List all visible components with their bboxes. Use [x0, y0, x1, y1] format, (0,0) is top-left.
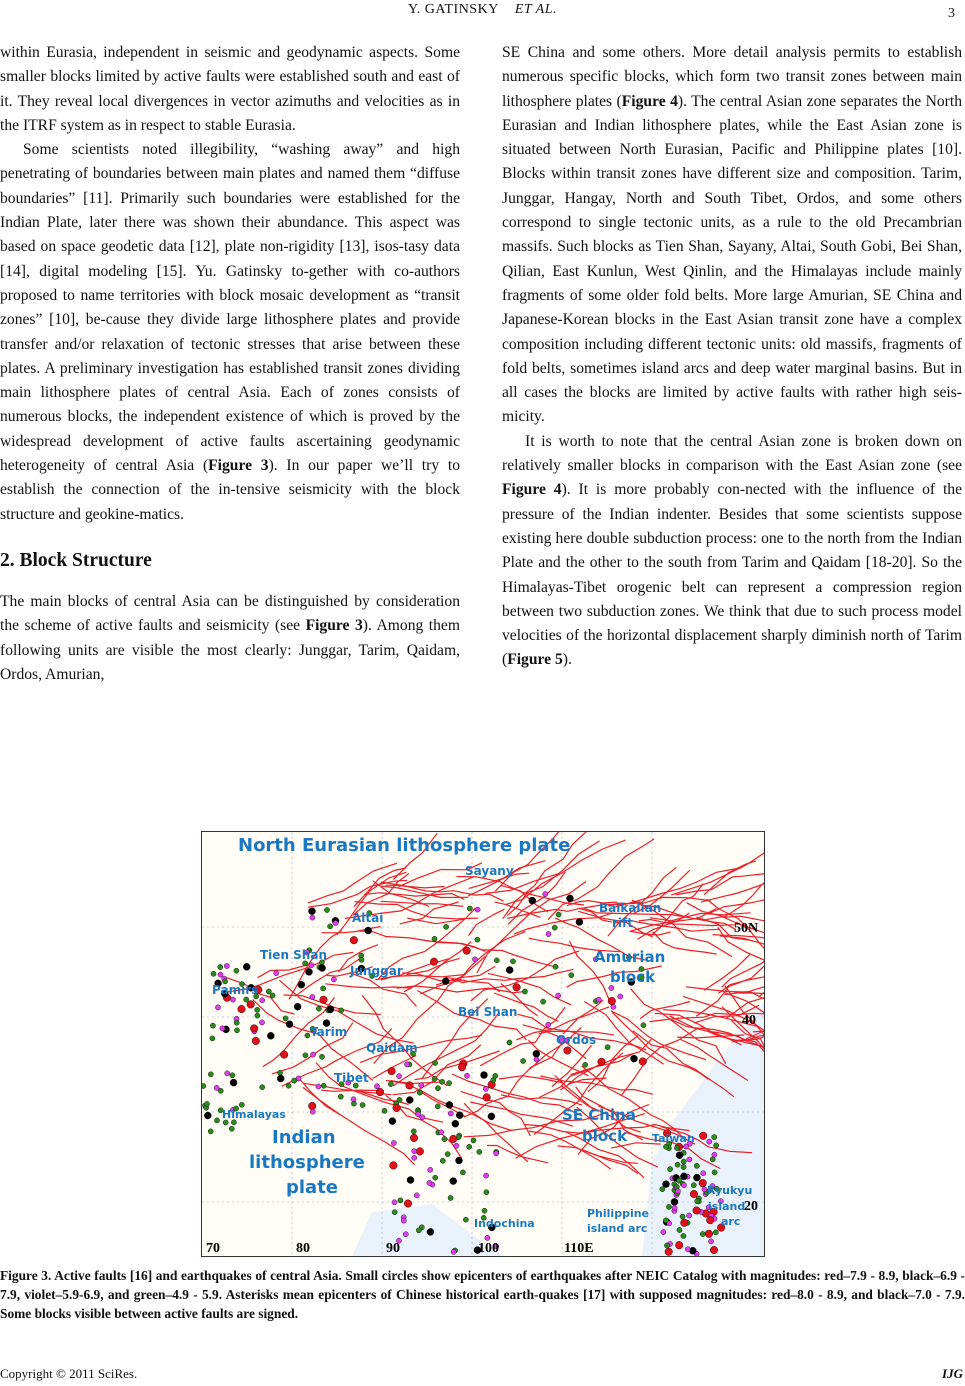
earthquake-epicenter: [701, 1171, 706, 1176]
earthquake-epicenter: [214, 1118, 219, 1123]
earthquake-epicenter: [215, 1005, 220, 1010]
label-philippine: Philippine: [587, 1207, 650, 1220]
right-column: [502, 41, 962, 673]
earthquake-epicenter: [552, 925, 557, 930]
earthquake-epicenter: [428, 1167, 433, 1172]
earthquake-epicenter: [433, 1060, 438, 1065]
earthquake-epicenter: [432, 936, 437, 941]
earthquake-epicenter: [467, 906, 472, 911]
figure-reference[interactable]: Figure 4: [621, 92, 678, 110]
left-column: [0, 41, 460, 687]
earthquake-epicenter: [234, 968, 239, 973]
earthquake-epicenter: [705, 1230, 713, 1238]
earthquake-epicenter: [208, 1129, 213, 1134]
earthquake-epicenter: [564, 1047, 572, 1055]
label-tarim: Tarim: [310, 1025, 348, 1039]
earthquake-epicenter: [303, 1053, 308, 1058]
label-sayany: Sayany: [465, 864, 514, 878]
earthquake-epicenter: [274, 971, 279, 976]
earthquake-epicenter: [416, 1228, 421, 1233]
running-etal: ET AL.: [514, 2, 557, 17]
earthquake-epicenter: [507, 1040, 512, 1045]
earthquake-epicenter: [675, 1241, 683, 1249]
earthquake-epicenter: [676, 1178, 681, 1183]
figure-reference[interactable]: Figure 3: [305, 617, 363, 635]
earthquake-epicenter: [712, 1170, 717, 1175]
earthquake-epicenter: [442, 978, 449, 985]
running-title: [0, 2, 965, 18]
earthquake-epicenter: [454, 1143, 459, 1148]
earthquake-epicenter: [309, 963, 314, 968]
earthquake-epicenter: [618, 994, 623, 999]
earthquake-epicenter: [433, 1175, 438, 1180]
earthquake-epicenter: [250, 1025, 258, 1033]
earthquake-epicenter: [308, 1102, 316, 1110]
earthquake-epicenter: [546, 1022, 551, 1027]
earthquake-epicenter: [712, 1135, 717, 1140]
figure-3-map: [201, 831, 765, 1257]
earthquake-epicenter: [452, 1120, 459, 1127]
earthquake-epicenter: [278, 1070, 283, 1075]
earthquake-epicenter: [556, 993, 561, 998]
paragraph: It is worth to note that the central Asian zone is broken down on relatively smaller blocks in comparison with the East Asian zone (see Figure 4). It is more probably con-nected with the influence of the pressure of the Indian indenter. Besides that some scientists suppose existing here double subduction process: one to the north from the Indian Plate and the other to the south from Tarim and Qaidam [18-20]. So the Himalayas-Tibet orogenic belt can represent a compression region between two subduction zones. We think that due to such process model velocities of the horizontal displacement sharply diminish north of Tarim (Figure 5).: [502, 432, 962, 669]
earthquake-epicenter: [310, 994, 315, 999]
earthquake-epicenter: [521, 1058, 526, 1063]
earthquake-epicenter: [338, 1094, 343, 1099]
earthquake-epicenter: [671, 1198, 678, 1205]
earthquake-epicenter: [255, 1007, 260, 1012]
figure-reference[interactable]: Figure 5: [507, 651, 563, 669]
earthquake-epicenter: [484, 1190, 489, 1195]
earthquake-epicenter: [260, 998, 265, 1003]
section-heading: 2. Block Structure: [0, 549, 152, 571]
earthquake-epicenter: [699, 1179, 707, 1187]
earthquake-epicenter: [435, 1086, 440, 1091]
earthquake-epicenter: [458, 1063, 466, 1071]
earthquake-epicenter: [374, 1084, 379, 1089]
earthquake-epicenter: [485, 1235, 490, 1240]
label-altai: Altai: [352, 911, 384, 925]
earthquake-epicenter: [202, 1083, 206, 1088]
earthquake-epicenter: [294, 1003, 301, 1010]
earthquake-epicenter: [668, 1167, 673, 1172]
label-pamirs: Pamirs: [212, 983, 259, 997]
running-author: Y. GATINSKY: [408, 2, 499, 17]
earthquake-epicenter: [218, 964, 223, 969]
figure-caption: Figure 3. Active faults [16] and earthquakes of central Asia. Small circles show epicenters of earthquakes after NEIC Catalog with magnitudes: red–7.9 - 8.9, black–6.9 - 7.9, violet–5.9-6.9, and green–4.9 - 5.9. Asterisks mean epicenters of Chinese historical earth-quakes [17] with supposed magnitudes: red–8.0 - 8.9, and black–7.0 - 7.9. Some blocks visible between active faults are signed.: [0, 1268, 965, 1321]
earthquake-epicenter: [533, 1050, 540, 1057]
earthquake-epicenter: [252, 1037, 260, 1045]
earthquake-epicenter: [225, 1071, 230, 1076]
earthquake-epicenter: [541, 999, 546, 1004]
earthquake-epicenter: [286, 1083, 291, 1088]
earthquake-epicenter: [709, 1239, 714, 1244]
earthquake-epicenter: [391, 1140, 396, 1145]
earthquake-epicenter: [204, 1101, 209, 1106]
earthquake-epicenter: [324, 907, 329, 912]
lat-tick-20: 20: [744, 1199, 758, 1214]
earthquake-epicenter: [403, 1232, 408, 1237]
earthquake-epicenter: [316, 1006, 321, 1011]
earthquake-epicenter: [389, 1118, 396, 1125]
earthquake-epicenter: [513, 984, 521, 992]
earthquake-epicenter: [398, 1198, 403, 1203]
earthquake-epicenter: [639, 1058, 647, 1066]
earthquake-epicenter: [666, 1204, 671, 1209]
earthquake-epicenter: [359, 957, 364, 962]
earthquake-epicenter: [693, 1174, 700, 1181]
earthquake-epicenter: [680, 1214, 685, 1219]
earthquake-epicenter: [681, 1233, 686, 1238]
earthquake-epicenter: [631, 1055, 638, 1062]
label-junggar: Junggar: [350, 964, 403, 978]
earthquake-epicenter: [224, 963, 229, 968]
earthquake-epicenter: [506, 967, 513, 974]
earthquake-epicenter: [351, 1101, 356, 1106]
earthquake-epicenter: [448, 1111, 453, 1116]
earthquake-epicenter: [404, 1062, 409, 1067]
earthquake-epicenter: [700, 1231, 705, 1236]
earthquake-epicenter: [675, 1189, 680, 1194]
earthquake-epicenter: [328, 924, 333, 929]
earthquake-epicenter: [664, 1243, 669, 1248]
figure-reference[interactable]: Figure 4: [502, 481, 562, 499]
earthquake-epicenter: [687, 1157, 692, 1162]
earthquake-epicenter: [543, 892, 548, 897]
earthquake-epicenter: [546, 932, 551, 937]
earthquake-epicenter: [608, 997, 616, 1005]
earthquake-epicenter: [494, 1151, 499, 1156]
earthquake-epicenter: [417, 1090, 422, 1095]
earthquake-epicenter: [472, 957, 477, 962]
earthquake-epicenter: [412, 1155, 417, 1160]
earthquake-epicenter: [406, 1082, 414, 1090]
earthquake-epicenter: [450, 1178, 457, 1185]
earthquake-epicenter: [339, 1008, 344, 1013]
earthquake-epicenter: [360, 1102, 365, 1107]
earthquake-epicenter: [392, 1210, 397, 1215]
earthquake-epicenter: [707, 1139, 712, 1144]
earthquake-epicenter: [286, 1021, 293, 1028]
earthquake-epicenter: [404, 1200, 412, 1208]
earthquake-epicenter: [401, 1218, 406, 1223]
earthquake-epicenter: [376, 1088, 384, 1096]
earthquake-epicenter: [416, 1148, 424, 1156]
earthquake-epicenter: [451, 1249, 456, 1254]
earthquake-epicenter: [529, 897, 536, 904]
label-island-arc: island arc: [587, 1222, 648, 1235]
label-indian: Indian: [272, 1127, 336, 1148]
earthquake-epicenter: [456, 1112, 463, 1119]
earthquake-epicenter: [234, 1020, 239, 1025]
earthquake-epicenter: [661, 1230, 666, 1235]
earthquake-epicenter: [556, 912, 561, 917]
journal-abbrev: IJG: [942, 1366, 963, 1381]
earthquake-epicenter: [406, 1097, 413, 1104]
label-baikalian: Baikalian: [599, 901, 662, 915]
earthquake-epicenter: [211, 971, 216, 976]
lon-tick-70: 70: [206, 1241, 220, 1256]
earthquake-epicenter: [567, 895, 574, 902]
fault-map: [202, 832, 764, 1256]
earthquake-epicenter: [681, 1219, 689, 1227]
earthquake-epicenter: [220, 1026, 225, 1031]
earthquake-epicenter: [411, 1129, 416, 1134]
lat-tick-40: 40: [742, 1013, 756, 1028]
earthquake-epicenter: [699, 1132, 707, 1140]
earthquake-epicenter: [609, 985, 614, 990]
earthquake-epicenter: [484, 1173, 489, 1178]
earthquake-epicenter: [392, 1200, 397, 1205]
earthquake-epicenter: [713, 1230, 718, 1235]
earthquake-epicenter: [439, 1130, 444, 1135]
earthquake-epicenter: [204, 1112, 211, 1119]
earthquake-epicenter: [672, 1205, 677, 1210]
earthquake-epicenter: [309, 908, 316, 915]
earthquake-epicenter: [691, 1183, 696, 1188]
earthquake-epicenter: [483, 1094, 491, 1102]
earthquake-epicenter: [218, 972, 223, 977]
earthquake-epicenter: [463, 1217, 468, 1222]
paragraph: Some scientists noted illegibility, “washing away” and high penetrating of boundaries between main plates and named them “diffuse boundaries” [11]. Primarily such boundaries were established for the Indian Plate, later there was shown their abundance. This aspect was based on space geodetic data [12], plate non-rigidity [13], isos-tasy data [14], digital modeling [15]. Yu. Gatinsky to-gether with co-authors proposed to name territories with block mosaic development as “transit zones” [10], be-cause they divide large lithosphere plates and provide transfer and/or relaxation of tectonic stresses that arise between these plates. A preliminary investigation has established transit zones dividing main lithosphere plates of central Asia. Each of zones consists of numerous blocks, the independent existence of which is proved by the widespread development of active faults ascertaining geodynamic heterogeneity of central Asia (Figure 3). In our paper we’ll try to establish the connection of the in-tensive seismicity with the block structure and geokine-matics.: [0, 141, 460, 523]
earthquake-epicenter: [482, 1208, 487, 1213]
earthquake-epicenter: [510, 959, 515, 964]
earthquake-epicenter: [534, 1057, 539, 1062]
earthquake-epicenter: [266, 989, 271, 994]
earthquake-epicenter: [681, 1159, 686, 1164]
label-rift: rift: [612, 916, 633, 930]
lat-tick-50n: 50N: [734, 921, 759, 936]
earthquake-epicenter: [675, 1162, 680, 1167]
earthquake-epicenter: [319, 965, 326, 972]
earthquake-epicenter: [477, 1149, 482, 1154]
earthquake-epicenter: [491, 1078, 496, 1083]
earthquake-epicenter: [432, 1076, 437, 1081]
earthquake-epicenter: [267, 1032, 274, 1039]
earthquake-epicenter: [283, 1016, 288, 1021]
page-number: 3: [948, 6, 955, 21]
earthquake-epicenter: [430, 958, 438, 966]
earthquake-epicenter: [239, 1102, 244, 1107]
earthquake-epicenter: [208, 1072, 213, 1077]
earthquake-epicenter: [407, 1177, 414, 1184]
earthquake-epicenter: [277, 1075, 284, 1082]
earthquake-epicenter: [230, 997, 235, 1002]
earthquake-epicenter: [440, 1079, 445, 1084]
earthquake-epicenter: [483, 1086, 488, 1091]
label-north-eurasian-plate: North Eurasian lithosphere plate: [238, 835, 571, 856]
earthquake-epicenter: [446, 1101, 453, 1108]
earthquake-epicenter: [440, 1158, 445, 1163]
earthquake-epicenter: [280, 1051, 288, 1059]
earthquake-epicenter: [677, 1227, 682, 1232]
earthquake-epicenter: [260, 1085, 265, 1090]
earthquake-epicenter: [427, 1180, 432, 1185]
earthquake-epicenter: [463, 947, 471, 955]
paragraph: within Eurasia, independent in seismic and geodynamic aspects. Some smaller blocks limited by active faults were established south and east of it. They reveal local divergences in vector azimuths and velocities as in the ITRF system as in respect to stable Eurasia.: [0, 44, 460, 134]
earthquake-epicenter: [522, 989, 527, 994]
earthquake-epicenter: [247, 1001, 255, 1009]
earthquake-epicenter: [450, 1135, 458, 1143]
earthquake-epicenter: [685, 1247, 690, 1252]
figure-reference[interactable]: Figure 3: [208, 457, 269, 475]
label-tibet: Tibet: [334, 1071, 369, 1085]
earthquake-epicenter: [712, 1152, 717, 1157]
earthquake-epicenter: [397, 1097, 402, 1102]
label-indochina: Indochina: [474, 1217, 535, 1230]
earthquake-epicenter: [388, 1082, 393, 1087]
earthquake-epicenter: [674, 1145, 679, 1150]
paragraph: The main blocks of central Asia can be distinguished by consideration the scheme of active faults and seismicity (see Figure 3). Among them following units are visible the most clearly: Junggar, Tarim, Qaidam, Ordos, Amurian,: [0, 592, 460, 683]
earthquake-epicenter: [420, 1115, 425, 1120]
label-se-china: SE China: [562, 1106, 636, 1124]
earthquake-epicenter: [442, 1137, 447, 1142]
earthquake-epicenter: [663, 1181, 670, 1188]
label-bei-shan: Bei Shan: [458, 1005, 518, 1019]
earthquake-epicenter: [270, 993, 275, 998]
label-ordos: Ordos: [556, 1033, 597, 1047]
earthquake-epicenter: [244, 997, 249, 1002]
earthquake-epicenter: [475, 907, 480, 912]
lon-tick-100: 100: [478, 1241, 499, 1256]
earthquake-epicenter: [569, 973, 574, 978]
lon-tick-110e: 110E: [564, 1241, 594, 1256]
label-amurian: Amurian: [594, 948, 666, 966]
earthquake-epicenter: [306, 968, 313, 975]
earthquake-epicenter: [680, 1173, 687, 1180]
earthquake-epicenter: [467, 1144, 472, 1149]
earthquake-epicenter: [412, 1149, 417, 1154]
earthquake-epicenter: [210, 1023, 215, 1028]
earthquake-epicenter: [435, 1104, 440, 1109]
label-island: island: [708, 1200, 746, 1213]
earthquake-epicenter: [687, 1213, 692, 1218]
earthquake-epicenter: [210, 1036, 215, 1041]
earthquake-epicenter: [553, 964, 558, 969]
earthquake-epicenter: [255, 1013, 260, 1018]
earthquake-epicenter: [230, 1079, 237, 1086]
earthquake-epicenter: [393, 1104, 401, 1112]
copyright: Copyright © 2011 SciRes.: [0, 1366, 138, 1381]
earthquake-epicenter: [310, 915, 315, 920]
earthquake-epicenter: [693, 1207, 701, 1215]
earthquake-epicenter: [316, 1084, 321, 1089]
earthquake-epicenter: [464, 1073, 469, 1078]
earthquake-epicenter: [447, 1081, 452, 1086]
label-taiwan: Taiwan: [652, 1132, 695, 1145]
earthquake-epicenter: [331, 977, 336, 982]
earthquake-epicenter: [234, 1028, 239, 1033]
earthquake-epicenter: [694, 1163, 699, 1168]
earthquake-epicenter: [319, 1054, 324, 1059]
label-plate: plate: [286, 1177, 339, 1198]
earthquake-epicenter: [583, 1062, 588, 1067]
earthquake-epicenter: [596, 997, 601, 1002]
earthquake-epicenter: [310, 1109, 315, 1114]
earthquake-epicenter: [598, 1058, 606, 1066]
earthquake-epicenter: [298, 981, 305, 988]
earthquake-epicenter: [475, 937, 480, 942]
earthquake-epicenter: [382, 1108, 387, 1113]
earthquake-epicenter: [576, 919, 583, 926]
earthquake-epicenter: [414, 1193, 419, 1198]
earthquake-epicenter: [390, 1162, 398, 1170]
earthquake-epicenter: [365, 927, 372, 934]
earthquake-epicenter: [397, 1074, 402, 1079]
earthquake-epicenter: [333, 920, 338, 925]
earthquake-epicenter: [660, 1187, 665, 1192]
earthquake-epicenter: [214, 1085, 219, 1090]
earthquake-epicenter: [229, 1126, 234, 1131]
earthquake-epicenter: [663, 1218, 668, 1223]
earthquake-epicenter: [292, 1078, 297, 1083]
earthquake-epicenter: [471, 1138, 476, 1143]
earthquake-epicenter: [488, 1113, 495, 1120]
earthquake-epicenter: [445, 1152, 450, 1157]
earthquake-epicenter: [388, 1067, 396, 1075]
earthquake-epicenter: [681, 1183, 686, 1188]
earthquake-epicenter: [456, 1157, 463, 1164]
earthquake-epicenter: [427, 1228, 434, 1235]
label-himalayas: Himalayas: [222, 1108, 286, 1121]
paragraph: SE China and some others. More detail analysis permits to establish numerous specific blocks, which form two transit zones between main lithosphere plates (Figure 4). The central Asian zone separates the North Eurasian and Indian lithosphere plates, while the East Asian zone is situated between North Eurasian, Pacific and Philippine plates [10]. Blocks within transit zones have different size and composition. Tarim, Junggar, Hangay, North and South Tibet, Ordos, and some others correspond to single tectonic units, as a rule to the old Precambrian massifs. Such blocks as Tien Shan, Sayany, Altai, South Gobi, Bei Shan, Qilian, East Kunlun, West Qinlin, and the Himalayas include mainly fragments of some older fold belts. More large Amurian, SE China and Japanese-Korean blocks in the East Asian transit zone have a complex composition including different tectonic units: old massifs, fragments of fold belts, sometimes island arcs and deep water marginal basins. But in all cases the blocks are limited by active faults with rather high seis-micity.: [502, 44, 962, 426]
earthquake-epicenter: [230, 1073, 235, 1078]
page-header: [0, 2, 965, 22]
label-qaidam: Qaidam: [366, 1041, 418, 1055]
earthquake-epicenter: [665, 1248, 673, 1256]
earthquake-epicenter: [410, 1134, 418, 1142]
earthquake-epicenter: [714, 1143, 719, 1148]
earthquake-epicenter: [690, 1190, 698, 1198]
label-ryukyu: Ryukyu: [707, 1184, 753, 1197]
earthquake-epicenter: [320, 996, 328, 1004]
earthquake-epicenter: [350, 936, 358, 944]
earthquake-epicenter: [310, 1052, 315, 1057]
earthquake-epicenter: [710, 1246, 718, 1254]
earthquake-epicenter: [641, 1023, 646, 1028]
lon-tick-90: 90: [386, 1241, 400, 1256]
earthquake-epicenter: [238, 1005, 246, 1013]
earthquake-epicenter: [460, 1170, 465, 1175]
label-amurian-block: block: [610, 968, 656, 986]
earthquake-epicenter: [243, 963, 250, 970]
earthquake-epicenter: [481, 1072, 488, 1079]
label-se-china-block: block: [582, 1127, 628, 1145]
lon-tick-80: 80: [296, 1241, 310, 1256]
earthquake-epicenter: [444, 924, 449, 929]
earthquake-epicenter: [706, 1216, 714, 1224]
earthquake-epicenter: [494, 958, 499, 963]
earthquake-epicenter: [448, 1195, 453, 1200]
earthquake-epicenter: [695, 1199, 700, 1204]
earthquake-epicenter: [321, 1083, 326, 1088]
earthquake-epicenter: [327, 1006, 334, 1013]
label-lithosphere: lithosphere: [249, 1152, 365, 1173]
earthquake-epicenter: [321, 986, 326, 991]
earthquake-epicenter: [259, 1020, 264, 1025]
earthquake-epicenter: [681, 1165, 686, 1170]
earthquake-epicenter: [676, 1152, 683, 1159]
earthquake-epicenter: [605, 1045, 610, 1050]
label-tien-shan: Tien Shan: [260, 948, 327, 962]
label-arc: arc: [721, 1215, 741, 1228]
earthquake-epicenter: [419, 1083, 424, 1088]
